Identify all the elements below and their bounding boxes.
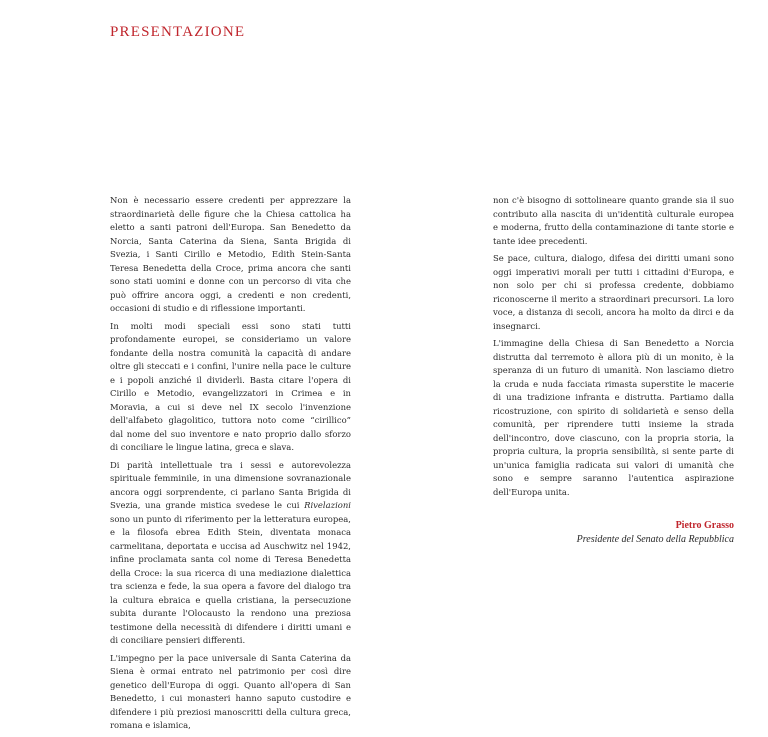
signature-block	[493, 519, 734, 546]
paragraph: Non è necessario essere credenti per apprezzare la straordinarietà delle figure che la Chiesa cattolica ha eletto a santi patroni dell'Europa. San Benedetto da Norcia, Santa Caterina da Siena, Santa Brigida di Svezia, i Santi Cirillo e Metodio, Edith Stein-Santa Teresa Benedetta della Croce, prima ancora che santi sono stati uomini e donne con un percorso di vita che può offrire ancora oggi, a credenti e non credenti, occasioni di studio e di riflessione importanti.	[110, 195, 351, 313]
italic-title: Rivelazioni	[304, 500, 351, 510]
page-title: PRESENTAZIONE	[110, 24, 246, 40]
paragraph: Se pace, cultura, dialogo, difesa dei diritti umani sono oggi imperativi morali per tutti i cittadini d'Europa, e non solo per chi si professa credente, dobbiamo riconoscerne il merito a straordinari precursori. La loro voce, a distanza di secoli, ancora ha molto da dirci e da insegnarci.	[493, 253, 734, 331]
paragraph-text: Di parità intellettuale tra i sessi e autorevolezza spirituale femminile, in una dimensione sovranazionale ancora oggi sorprendente, ci parlano Santa Brigida di Svezia, una grande mistica svedese le cui	[110, 459, 351, 510]
paragraph: L'impegno per la pace universale di Santa Caterina da Siena è ormai entrato nel patrimonio per così dire genetico dell'Europa di oggi. Quanto all'opera di San Benedetto, i cui monasteri hanno saputo custodire e difendere i più preziosi manoscritti della cultura greca, romana e islamica,	[110, 652, 351, 730]
paragraph-text: sono un punto di riferimento per la letteratura europea, e la filosofa ebrea Edith Stein, diventata monaca carmelitana, deportata e uccisa ad Auschwitz nel 1942, infine proclamata santa col nome di Teresa Benedetta della Croce: la sua ricerca di una mediazione dialettica tra scienza e fede, la sua opera a favore del dialogo tra la cultura ebraica e quella cristiana, la persecuzione subita durante l'Olocausto la rendono una preziosa testimone della necessità di difendere i diritti umani e di conciliare pensieri differenti.	[110, 513, 351, 645]
paragraph	[110, 459, 351, 648]
right-column	[493, 194, 734, 546]
left-column	[110, 194, 351, 737]
signature-name: Pietro Grasso	[675, 520, 734, 531]
paragraph: In molti modi speciali essi sono stati tutti profondamente europei, se consideriamo un valore fondante della nostra comunità la capacità di andare oltre gli steccati e i confini, l'unire nella pace le culture e i popoli anziché il dividerli. Basta citare l'opera di Cirillo e Metodio, evangelizzatori in Crimea e in Moravia, a cui si deve nel IX secolo l'invenzione dell'alfabeto glagolitico, tuttora noto come “cirillico” dal nome del suo inventore e nato proprio dallo sforzo di conciliare le lingue latina, greca e slava.	[110, 320, 351, 452]
paragraph: non c'è bisogno di sottolineare quanto grande sia il suo contributo alla nascita di un'identità culturale europea e moderna, frutto della contaminazione di tante storie e tante idee precedenti.	[493, 195, 734, 246]
paragraph: L'immagine della Chiesa di San Benedetto a Norcia distrutta dal terremoto è allora più di un monito, è la speranza di un futuro di umanità. Non lasciamo dietro la cruda e nuda facciata rimasta superstite le macerie di una tradizione infranta e distrutta. Partiamo dalla ricostruzione, con spirito di solidarietà e senso della comunità, per riprendere tutti insieme la strada dell'incontro, dove ciascuno, con la propria storia, la propria cultura, la propria sensibilità, si sente parte di un'unica famiglia radicata sui valori di umanità che sono e sempre saranno l'autentica aspirazione dell'Europa unita.	[493, 338, 734, 497]
signature-role: Presidente del Senato della Repubblica	[576, 533, 734, 545]
